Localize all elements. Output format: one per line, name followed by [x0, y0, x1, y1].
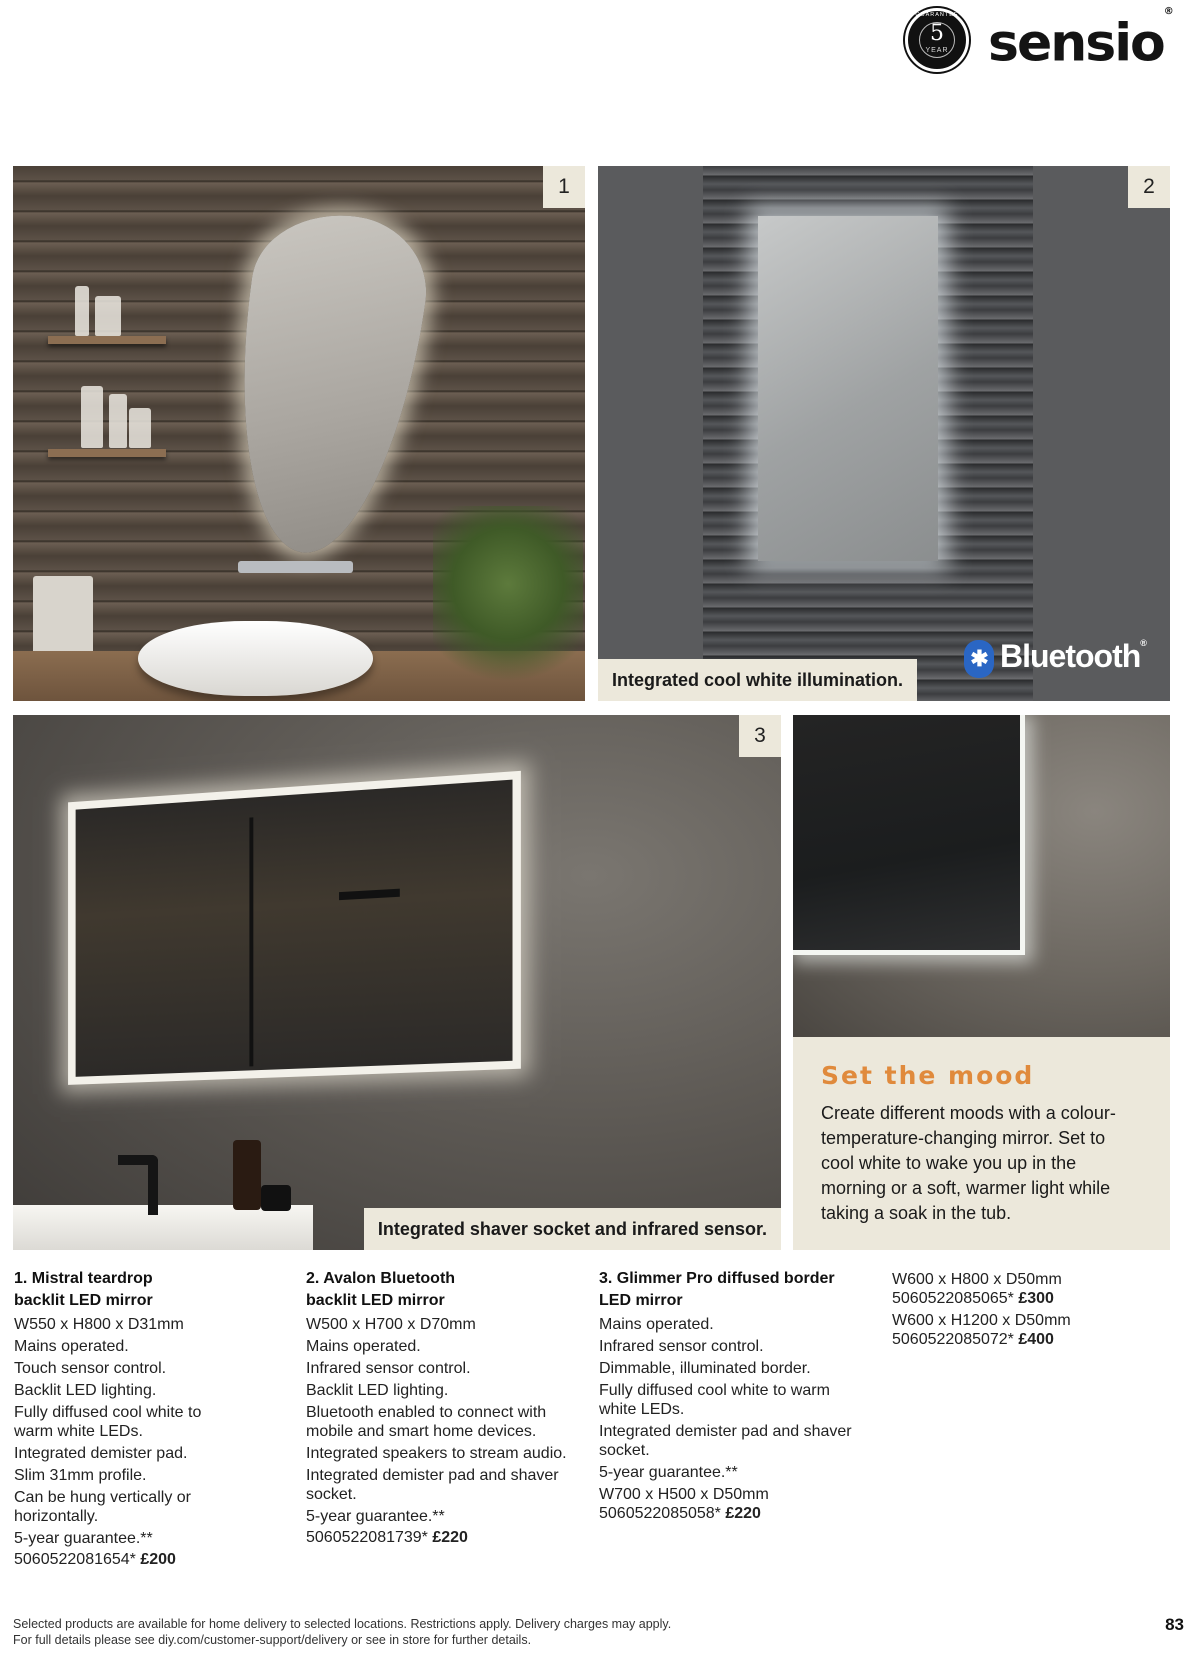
- feature: Integrated demister pad and shaver socket.: [599, 1423, 852, 1459]
- feature: Mains operated.: [14, 1338, 129, 1355]
- mirror-corner: [793, 715, 1025, 955]
- variant-price-line: [892, 1289, 1177, 1308]
- product-code: 5060522081739*: [306, 1529, 428, 1546]
- feature: 5-year guarantee.**: [599, 1464, 738, 1481]
- badge-number: 5: [930, 21, 944, 46]
- bottle: [129, 408, 151, 448]
- feature: Integrated speakers to stream audio.: [306, 1445, 567, 1462]
- towel: [33, 576, 93, 661]
- brand-name: sensio: [988, 13, 1164, 74]
- price-line: [599, 1504, 884, 1523]
- price-line: [14, 1550, 299, 1569]
- product-code: 5060522085072*: [892, 1331, 1014, 1348]
- badge-unit: YEAR: [925, 47, 949, 54]
- product-glimmer-variants: [892, 1270, 1177, 1349]
- product-code: 5060522085058*: [599, 1505, 721, 1522]
- feature: Dimmable, illuminated border.: [599, 1360, 811, 1377]
- panel-caption: Integrated shaver socket and infrared sensor.: [364, 1208, 781, 1250]
- feature: Backlit LED lighting.: [306, 1382, 449, 1399]
- mood-panel: [793, 1037, 1170, 1250]
- variant-size: W600 x H800 x D50mm: [892, 1271, 1062, 1288]
- panel-number: 2: [1128, 166, 1170, 208]
- jar: [261, 1185, 291, 1211]
- guarantee-badge: [905, 8, 969, 72]
- shower-head: [339, 889, 400, 901]
- photo-avalon-mirror: [598, 166, 1170, 701]
- badge-arc-text: GUARANTEE: [915, 12, 959, 18]
- sink: [13, 1205, 313, 1250]
- price-line: [306, 1528, 591, 1547]
- footnote-line: For full details please see diy.com/customer-support/delivery or see in store for further details.: [13, 1633, 532, 1647]
- feature: Infrared sensor control.: [599, 1338, 764, 1355]
- mood-title: Set the mood: [821, 1061, 1035, 1090]
- product-title: 3. Glimmer Pro diffused border: [599, 1270, 835, 1287]
- feature: 5-year guarantee.**: [14, 1530, 153, 1547]
- soap-bottle: [233, 1140, 261, 1210]
- product-title: 2. Avalon Bluetooth: [306, 1270, 456, 1287]
- shelf: [48, 336, 166, 344]
- variant-size: W600 x H1200 x D50mm: [892, 1312, 1071, 1329]
- feature: Touch sensor control.: [14, 1360, 167, 1377]
- panel-number: 1: [543, 166, 585, 208]
- feature: W550 x H800 x D31mm: [14, 1316, 184, 1333]
- feature: Slim 31mm profile.: [14, 1467, 147, 1484]
- feature: Integrated demister pad and shaver socket.: [306, 1467, 559, 1503]
- bluetooth-wordmark: Bluetooth: [1000, 638, 1141, 674]
- plant: [433, 506, 583, 701]
- price: £400: [1018, 1331, 1054, 1348]
- bottle: [109, 394, 127, 448]
- feature: Mains operated.: [599, 1316, 714, 1333]
- product-title: LED mirror: [599, 1292, 683, 1309]
- bottle: [75, 286, 89, 336]
- product-avalon: [306, 1268, 591, 1547]
- feature: Mains operated.: [306, 1338, 421, 1355]
- rectangular-mirror: [758, 216, 938, 561]
- product-glimmer: [599, 1268, 884, 1523]
- mood-body: Create different moods with a colour-temperature-changing mirror. Set to cool white to wake you up in the morning or a soft, warmer light while taking a soak in the tub.: [821, 1103, 1116, 1223]
- bluetooth-icon: ✱: [964, 640, 994, 678]
- product-title: backlit LED mirror: [14, 1292, 153, 1309]
- feature: Fully diffused cool white to warm white LEDs.: [14, 1404, 202, 1440]
- panel-caption: Integrated cool white illumination.: [598, 659, 917, 701]
- product-code: 5060522081654*: [14, 1551, 136, 1568]
- basin: [138, 621, 373, 696]
- variant-price-line: [892, 1330, 1177, 1349]
- feature: W700 x H500 x D50mm: [599, 1486, 769, 1503]
- feature: Fully diffused cool white to warm white LEDs.: [599, 1382, 830, 1418]
- feature: Bluetooth enabled to connect with mobile and smart home devices.: [306, 1404, 547, 1440]
- feature: Infrared sensor control.: [306, 1360, 471, 1377]
- delivery-footnote: [13, 1616, 671, 1648]
- feature: W500 x H700 x D70mm: [306, 1316, 476, 1333]
- panel-number: 3: [739, 715, 781, 757]
- page-number: 83: [1165, 1615, 1184, 1634]
- brand-logo: [988, 8, 1174, 75]
- price: £300: [1018, 1290, 1054, 1307]
- price: £220: [432, 1529, 468, 1546]
- product-title: backlit LED mirror: [306, 1292, 445, 1309]
- shelf: [48, 449, 166, 457]
- photo-glimmer-mirror: [13, 715, 781, 1250]
- footnote-line: Selected products are available for home delivery to selected locations. Restrictions apply. Delivery charges may apply.: [13, 1617, 672, 1631]
- feature: Backlit LED lighting.: [14, 1382, 157, 1399]
- feature: Integrated demister pad.: [14, 1445, 188, 1462]
- jar: [95, 296, 121, 336]
- faucet: [118, 1155, 158, 1215]
- product-mistral: [14, 1268, 299, 1569]
- registered-mark: ®: [1163, 6, 1174, 17]
- feature: 5-year guarantee.**: [306, 1508, 445, 1525]
- teardrop-mirror: [215, 203, 436, 564]
- feature: Can be hung vertically or horizontally.: [14, 1489, 191, 1525]
- bottle: [81, 386, 103, 448]
- wall-tap: [238, 561, 353, 573]
- photo-mirror-closeup: [793, 715, 1170, 1037]
- photo-mistral-mirror: [13, 166, 585, 701]
- registered-mark: ®: [1140, 638, 1146, 648]
- diffused-border-mirror: [68, 771, 521, 1085]
- product-code: 5060522085065*: [892, 1290, 1014, 1307]
- price: £200: [140, 1551, 176, 1568]
- product-title: 1. Mistral teardrop: [14, 1270, 153, 1287]
- bluetooth-logo: [964, 638, 1146, 678]
- shower-pipe: [249, 817, 253, 1066]
- price: £220: [725, 1505, 761, 1522]
